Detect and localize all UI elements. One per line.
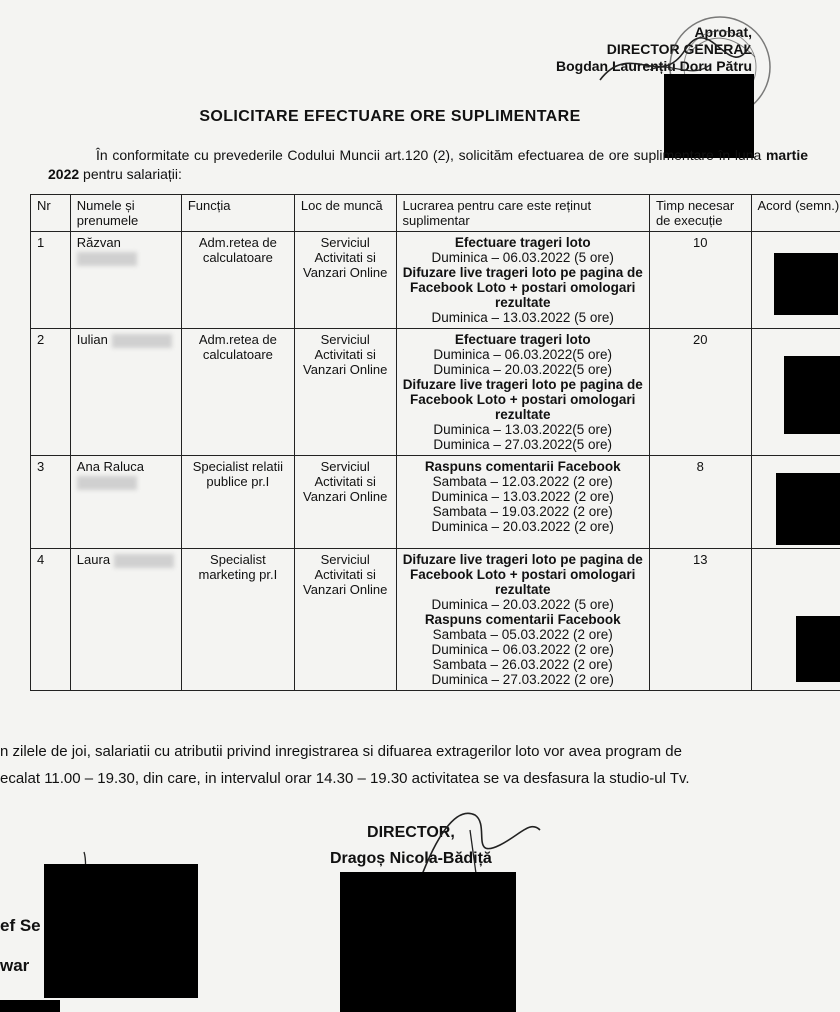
work-date-line: Duminica – 27.03.2022(5 ore) [433,437,613,452]
work-date-line: Sambata – 26.03.2022 (2 ore) [432,657,613,672]
table-row [31,549,840,691]
header-time: Timp necesar de execuție [649,195,751,232]
work-date-line: Duminica – 06.03.2022 (2 ore) [431,642,614,657]
redaction-box [784,356,840,434]
work-date-line: Sambata – 12.03.2022 (2 ore) [432,474,613,489]
cell-time: 10 [649,232,751,329]
director-name: Dragoș Nicola-Bădiță [330,850,492,867]
redaction-box [776,473,840,545]
work-date-line: Duminica – 13.03.2022 (5 ore) [431,310,614,325]
work-date-line: Duminica – 27.03.2022 (2 ore) [431,672,614,687]
cell-agreement [751,456,840,549]
cell-location: Serviciul Activitati si Vanzari Online [294,456,396,549]
work-task: Efectuare trageri loto [454,235,591,250]
work-task: Difuzare live trageri loto pe pagina de Facebook Loto + postari omologari rezultate [402,377,643,422]
header-agreement: Acord (semn.) [751,195,840,232]
intro-month: martie 2022 [48,147,808,182]
cell-work [396,549,649,691]
cell-work [396,329,649,456]
cell-time: 13 [649,549,751,691]
redaction-box [796,616,840,682]
cell-work [396,456,649,549]
blurred-surname [77,252,137,266]
cell-nr: 2 [31,329,71,456]
work-date-line: Duminica – 13.03.2022 (2 ore) [431,489,614,504]
header-name: Numele și prenumele [70,195,181,232]
blurred-surname [77,476,137,490]
employee-name: Laura [76,552,111,567]
cell-time: 20 [649,329,751,456]
intro-text-end: pentru salariații: [79,166,182,182]
cell-agreement [751,549,840,691]
cell-nr: 1 [31,232,71,329]
cell-location: Serviciul Activitati si Vanzari Online [294,549,396,691]
cell-time: 8 [649,456,751,549]
work-date-line: Duminica – 13.03.2022(5 ore) [433,422,613,437]
cell-nr: 4 [31,549,71,691]
intro-paragraph [48,146,808,184]
blurred-surname [114,554,174,568]
cell-agreement [751,329,840,456]
header-function: Funcția [181,195,294,232]
work-task: Raspuns comentarii Facebook [424,459,621,474]
chief-line: war [0,956,30,975]
header-nr: Nr [31,195,71,232]
blurred-surname [112,334,172,348]
redaction-box [0,1000,60,1012]
work-task: Difuzare live trageri loto pe pagina de Facebook Loto + postari omologari rezultate [402,265,643,310]
cell-function: Adm.retea de calculatoare [181,329,294,456]
chief-line: ef Se [0,916,41,935]
work-date-line: Sambata – 05.03.2022 (2 ore) [432,627,613,642]
redaction-box [774,253,838,315]
table-row [31,456,840,549]
overtime-table [30,194,840,691]
cell-agreement [751,232,840,329]
work-date-line: Duminica – 20.03.2022 (5 ore) [431,597,614,612]
cell-nr: 3 [31,456,71,549]
approval-label: Aprobat, [694,24,752,40]
footer-note [0,738,840,792]
table-row [31,232,840,329]
cell-name [70,549,181,691]
work-date-line: Sambata – 19.03.2022 (2 ore) [432,504,613,519]
employee-name: Răzvan [76,235,121,250]
header-location: Loc de muncă [294,195,396,232]
cell-work [396,232,649,329]
approval-name: Bogdan Laurențiu Doru Pătru [556,58,752,74]
work-task: Efectuare trageri loto [454,332,591,347]
approval-role: DIRECTOR GENERAL [606,41,752,57]
footer-line: ecalat 11.00 – 19.30, din care, in intervalul orar 14.30 – 19.30 activitatea se va desfasura la studio-ul Tv. [0,770,690,787]
employee-name: Iulian [76,332,108,347]
cell-name [70,232,181,329]
cell-function: Adm.retea de calculatoare [181,232,294,329]
redaction-box [44,864,198,998]
cell-function: Specialist relatii publice pr.I [181,456,294,549]
cell-location: Serviciul Activitati si Vanzari Online [294,329,396,456]
cell-name [70,329,181,456]
work-date-line: Duminica – 06.03.2022(5 ore) [433,347,613,362]
cell-name [70,456,181,549]
work-date-line: Duminica – 20.03.2022 (2 ore) [431,519,614,534]
work-date-line: Duminica – 06.03.2022 (5 ore) [431,250,614,265]
document-title: SOLICITARE EFECTUARE ORE SUPLIMENTARE [199,108,581,125]
work-task: Raspuns comentarii Facebook [424,612,621,627]
cell-function: Specialist marketing pr.I [181,549,294,691]
redaction-box [340,872,516,1012]
work-task: Difuzare live trageri loto pe pagina de Facebook Loto + postari omologari rezultate [402,552,643,597]
table-header-row [31,195,840,232]
employee-name: Ana Raluca [76,459,145,474]
header-work: Lucrarea pentru care este reținut suplimentar [396,195,649,232]
director-title: DIRECTOR, [367,824,455,841]
intro-text: În conformitate cu prevederile Codului Muncii art.120 (2), solicităm efectuarea de ore suplimentare în luna [96,147,766,163]
footer-line: n zilele de joi, salariatii cu atributii privind inregistrarea si difuarea extragerilor loto vor avea program de [0,743,682,760]
table-row [31,329,840,456]
chief-block [0,906,41,986]
work-date-line: Duminica – 20.03.2022(5 ore) [433,362,613,377]
cell-location: Serviciul Activitati si Vanzari Online [294,232,396,329]
